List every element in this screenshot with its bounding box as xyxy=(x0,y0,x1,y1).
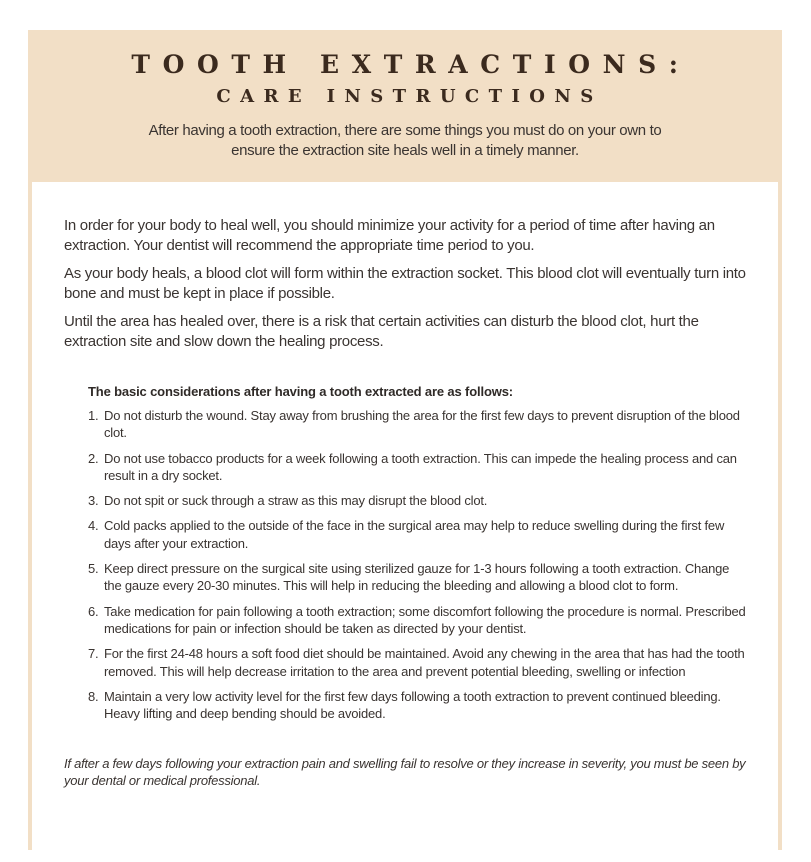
list-item xyxy=(88,517,748,552)
list-item-number: 1. xyxy=(88,408,99,423)
list-item-number: 5. xyxy=(88,561,99,577)
steps-list xyxy=(88,407,748,722)
considerations-heading: The basic considerations after having a tooth extracted are as follows: xyxy=(88,384,513,399)
page-subtitle: CARE INSTRUCTIONS xyxy=(216,86,603,107)
care-instructions-card xyxy=(28,30,782,850)
list-item-text: Maintain a very low activity level for the first few days following a tooth extraction to prevent continued bleeding. Heavy lifting and deep bending should be avoided. xyxy=(104,688,721,722)
header-banner xyxy=(28,30,782,182)
paragraph-activity: In order for your body to heal well, you should minimize your activity for a period of time after having an extraction. Your dentist will recommend the appropriate time period to you. xyxy=(64,217,715,254)
list-item-number: 8. xyxy=(88,688,99,704)
list-item-number: 7. xyxy=(88,646,99,662)
intro-text: After having a tooth extraction, there are some things you must do on your own to ensure the extraction site heals well in a timely manner. xyxy=(148,122,662,159)
list-item xyxy=(88,492,748,509)
list-item-text: Do not disturb the wound. Stay away from brushing the area for the first few days to prevent disruption of the blood clot. xyxy=(104,408,740,441)
paragraph-risk: Until the area has healed over, there is a risk that certain activities can disturb the blood clot, hurt the extraction site and slow down the healing process. xyxy=(64,313,699,350)
list-item-number: 2. xyxy=(88,450,99,466)
content-body xyxy=(32,182,778,862)
list-item xyxy=(88,603,748,638)
list-item xyxy=(88,407,748,442)
list-item xyxy=(88,560,748,595)
list-item-text: Cold packs applied to the outside of the face in the surgical area may help to reduce swelling during the first few days after your extraction. xyxy=(104,518,725,551)
list-item-number: 3. xyxy=(88,493,99,509)
list-item-text: Keep direct pressure on the surgical site using sterilized gauze for 1-3 hours following a tooth extraction. Change the gauze every 20-30 minutes. This will help in reducing the bleeding and allowing a blood clot to form. xyxy=(104,561,730,594)
footer-warning-note: If after a few days following your extraction pain and swelling fail to resolve or they increase in severity, you must be seen by your dental or medical professional. xyxy=(64,756,746,789)
list-item-number: 4. xyxy=(88,518,99,534)
list-item-text: Take medication for pain following a tooth extraction; some discomfort following the procedure is normal. Prescribed medications for pain or infection should be taken as directed by your dentist. xyxy=(104,603,746,636)
list-item-text: Do not use tobacco products for a week following a tooth extraction. This can impede the healing process and can result in a dry socket. xyxy=(104,450,737,483)
paragraph-blood-clot: As your body heals, a blood clot will form within the extraction socket. This blood clot will eventually turn into bone and must be kept in place if possible. xyxy=(64,265,746,302)
list-item-number: 6. xyxy=(88,603,99,619)
list-item xyxy=(88,645,748,680)
list-item xyxy=(88,688,748,723)
list-item xyxy=(88,450,748,485)
page-title: TOOTH EXTRACTIONS: xyxy=(131,50,691,79)
considerations-section xyxy=(88,383,748,722)
list-item-text: Do not spit or suck through a straw as this may disrupt the blood clot. xyxy=(104,493,488,509)
list-item-text: For the first 24-48 hours a soft food diet should be maintained. Avoid any chewing in the area that has had the tooth removed. This will help decrease irritation to the area and prevent potential bleeding, swelling or infection xyxy=(104,646,745,679)
